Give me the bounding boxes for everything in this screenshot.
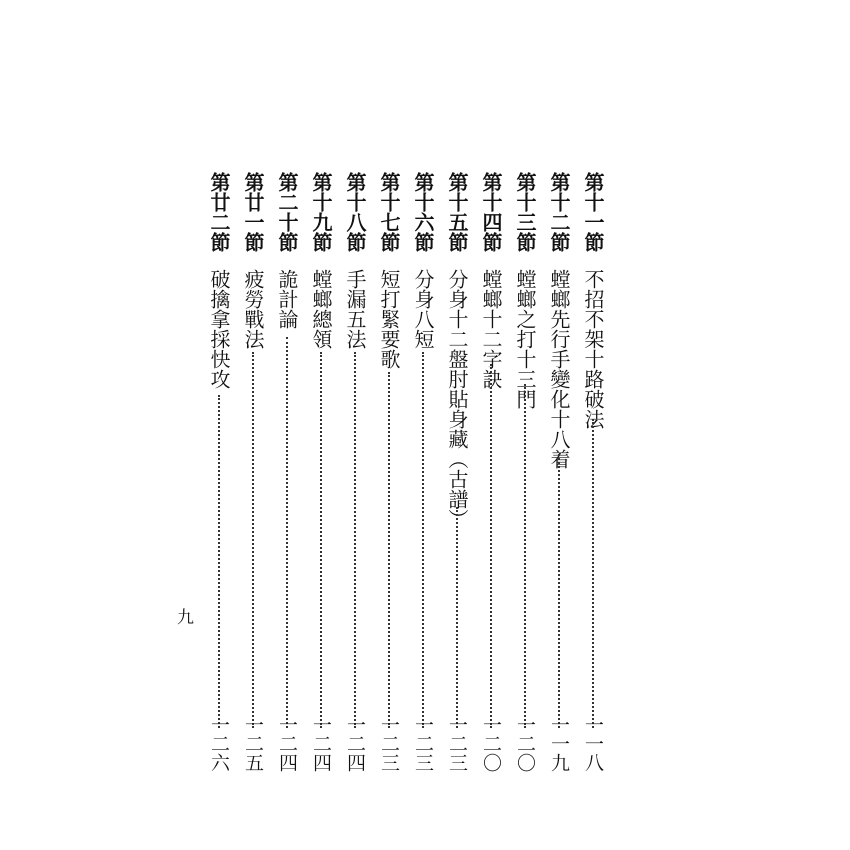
- section-number: 第十五節: [445, 172, 469, 252]
- entry-title: 分身十二盤肘貼身藏︵古譜︶: [445, 269, 469, 529]
- dot-leader: [456, 507, 458, 728]
- section-number: 第十一節: [581, 172, 605, 252]
- page-number: 一二三: [378, 715, 400, 772]
- toc-entry: [442, 172, 472, 772]
- toc-entry: [204, 172, 234, 772]
- page-number: 一一八: [582, 715, 604, 772]
- toc-entry: [374, 172, 404, 772]
- entry-title: 手漏五法: [343, 269, 367, 349]
- section-number: 第十三節: [513, 172, 537, 252]
- section-number: 第十四節: [479, 172, 503, 252]
- page-number: 一二四: [276, 715, 298, 772]
- section-number: 第二十節: [275, 172, 299, 252]
- dot-leader: [490, 364, 492, 728]
- page-number: 一二五: [242, 715, 264, 772]
- entry-title: 螳螂十二字訣: [479, 269, 503, 389]
- dot-leader: [286, 337, 288, 728]
- toc-entry: [238, 172, 268, 772]
- toc-entry: [340, 172, 370, 772]
- toc-entry: [408, 172, 438, 772]
- entry-title: 螳螂先行手變化十八着: [547, 269, 571, 469]
- section-number: 第十二節: [547, 172, 571, 252]
- dot-leader: [388, 372, 390, 728]
- entry-title: 短打緊要歌: [377, 269, 401, 369]
- section-number: 第十七節: [377, 172, 401, 252]
- section-number: 第廿一節: [241, 172, 265, 252]
- page-number: 一二四: [344, 715, 366, 772]
- dot-leader: [252, 352, 254, 728]
- page-number: 一二〇: [480, 715, 502, 772]
- toc-entry: [544, 172, 574, 772]
- section-number: 第十六節: [411, 172, 435, 252]
- entry-title: 詭計論: [275, 269, 299, 329]
- dot-leader: [422, 352, 424, 728]
- toc-entry: [510, 172, 540, 772]
- page-number: 一二六: [208, 715, 230, 772]
- toc-entry: [476, 172, 506, 772]
- dot-leader: [524, 384, 526, 728]
- page-number: 一二〇: [514, 715, 536, 772]
- entry-title: 不招不架十路破法: [581, 269, 605, 429]
- page-number: 一二三: [412, 715, 434, 772]
- dot-leader: [218, 395, 220, 728]
- page-number: 一二三: [446, 715, 468, 772]
- toc-entry: [272, 172, 302, 772]
- section-number: 第十九節: [309, 172, 333, 252]
- dot-leader: [592, 419, 594, 728]
- dot-leader: [320, 352, 322, 728]
- entry-title: 螳螂之打十三門: [513, 269, 537, 409]
- toc-entry: [578, 172, 608, 772]
- entry-title: 疲勞戰法: [241, 269, 265, 349]
- section-number: 第廿二節: [207, 172, 231, 252]
- page-folio: 九: [177, 608, 194, 628]
- section-number: 第十八節: [343, 172, 367, 252]
- entry-title: 破擒拿採快攻: [207, 269, 231, 389]
- entry-title: 分身八短: [411, 269, 435, 349]
- page-number: 一一九: [548, 715, 570, 772]
- page-number: 一二四: [310, 715, 332, 772]
- entry-title: 螳螂總領: [309, 269, 333, 349]
- dot-leader: [558, 454, 560, 728]
- toc-entry: [306, 172, 336, 772]
- dot-leader: [354, 352, 356, 728]
